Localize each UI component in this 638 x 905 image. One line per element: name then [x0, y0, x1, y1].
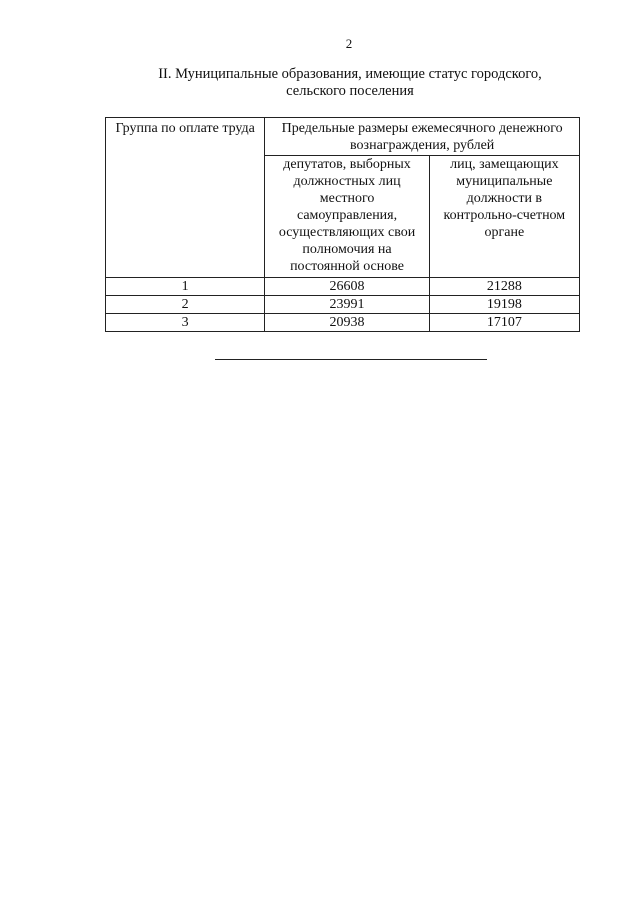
cell-deputies: 20938: [265, 314, 429, 332]
cell-group: 2: [106, 296, 265, 314]
header-group: Группа по оплате труда: [106, 118, 265, 278]
section-title-line-2: сельского поселения: [286, 83, 414, 99]
header-main: Предельные размеры ежемесячного денежного вознаграждения, рублей: [265, 118, 580, 156]
table-row: [106, 296, 580, 314]
table-header-row: [106, 118, 580, 156]
table-row: [106, 314, 580, 332]
cell-deputies: 26608: [265, 278, 429, 296]
end-rule: [215, 359, 487, 360]
table-row: [106, 278, 580, 296]
header-deputies: депутатов, выборных должностных лиц местного самоуправления, осуществляющих свои полномочия на постоянной основе: [265, 156, 429, 278]
cell-group: 3: [106, 314, 265, 332]
header-audit: лиц, замещающих муниципальные должности в контрольно-счетном органе: [429, 156, 579, 278]
cell-audit: 19198: [429, 296, 579, 314]
pay-limits-table: [105, 117, 580, 332]
cell-deputies: 23991: [265, 296, 429, 314]
section-title-line-1: II. Муниципальные образования, имеющие статус городского,: [158, 66, 542, 82]
cell-group: 1: [106, 278, 265, 296]
cell-audit: 21288: [429, 278, 579, 296]
page-number: 2: [345, 36, 353, 51]
cell-audit: 17107: [429, 314, 579, 332]
section-title: [110, 66, 590, 100]
